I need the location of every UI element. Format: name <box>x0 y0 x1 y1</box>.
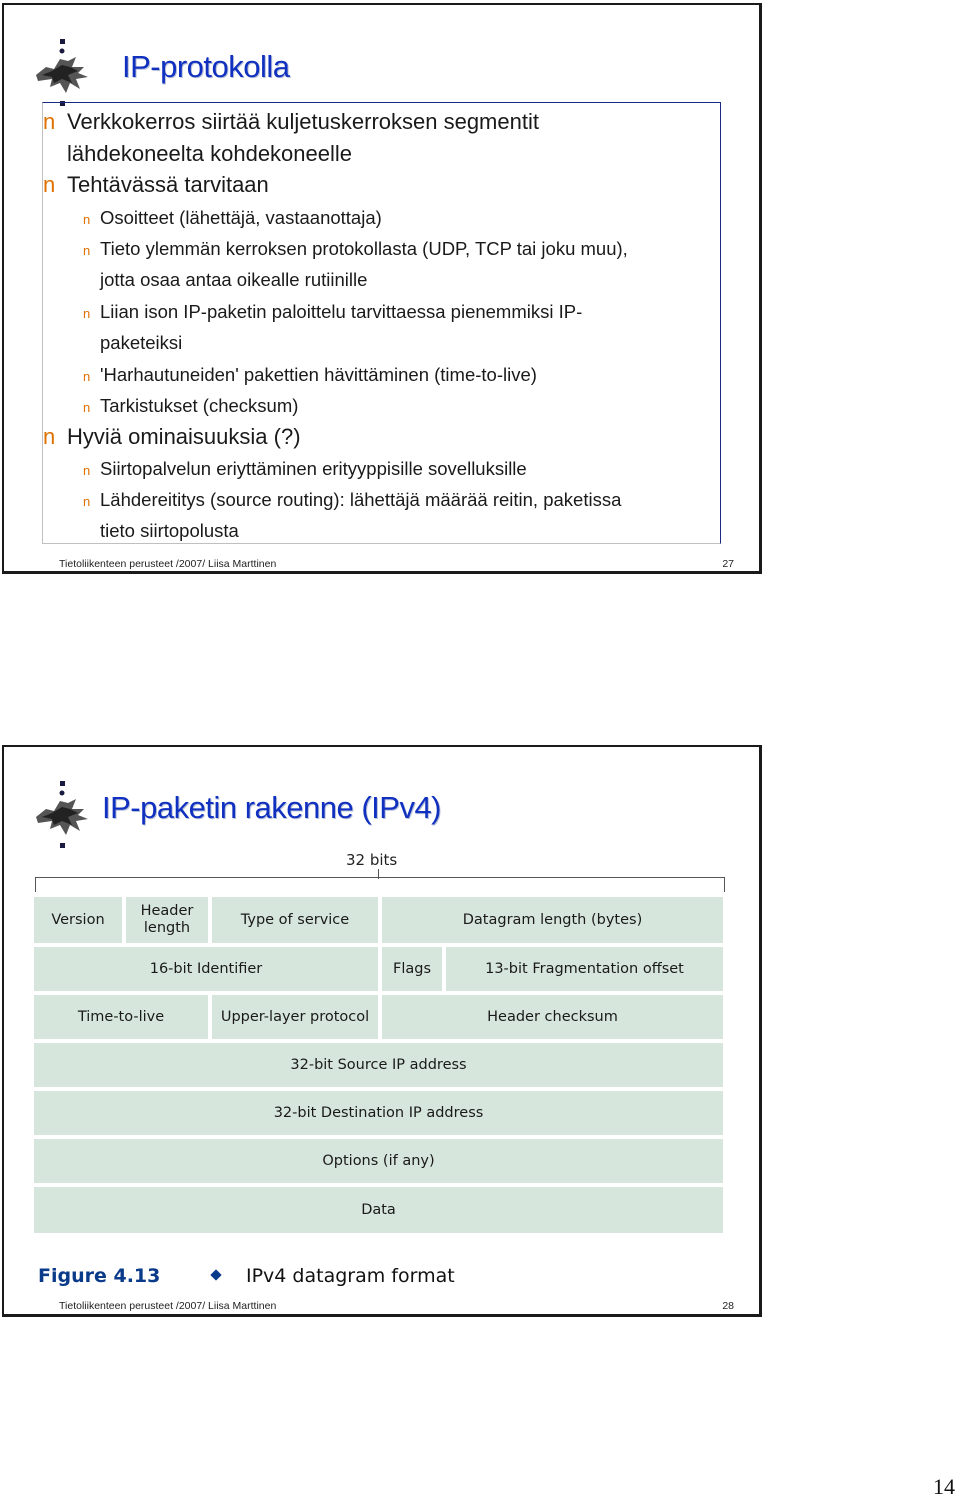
figure-caption <box>38 1265 455 1287</box>
university-logo-icon <box>32 779 94 859</box>
field-header-length: Header length <box>126 897 208 943</box>
bullet-text: Tieto ylemmän kerroksen protokollasta (UDP, TCP tai joku muu), <box>100 238 628 259</box>
bullet-list <box>42 102 721 544</box>
bullet-text: Tarkistukset (checksum) <box>100 395 299 416</box>
bullet-marker-icon: n <box>83 212 91 227</box>
diamond-icon <box>210 1269 221 1280</box>
field-fragmentation-offset: 13-bit Fragmentation offset <box>446 947 723 991</box>
bullet-text: Liian ison IP-paketin paloittelu tarvittaessa pienemmiksi IP- <box>100 301 583 322</box>
bracket-tick <box>378 869 379 879</box>
bullet-text: Tehtävässä tarvitaan <box>67 172 269 197</box>
bullet-marker-icon: n <box>43 172 56 197</box>
sub-bullet-item <box>43 364 537 386</box>
sub-bullet-item <box>43 238 628 260</box>
bullet-continuation: lähdekoneelta kohdekoneelle <box>67 141 353 166</box>
bullet-marker-icon: n <box>83 494 91 509</box>
bullet-text: 'Harhautuneiden' pakettien hävittäminen (time-to-live) <box>100 364 537 385</box>
slide-ip-protokolla <box>2 3 762 574</box>
field-upper-layer-protocol: Upper-layer protocol <box>212 995 378 1039</box>
slide-footer: Tietoliikenteen perusteet /2007/ Liisa Marttinen <box>59 558 277 570</box>
field-options: Options (if any) <box>34 1139 723 1183</box>
bullet-marker-icon: n <box>83 463 91 478</box>
bullet-marker-icon: n <box>83 400 91 415</box>
field-flags: Flags <box>382 947 442 991</box>
field-time-to-live: Time-to-live <box>34 995 208 1039</box>
caption-figure-label: Figure 4.13 <box>38 1265 161 1287</box>
bullet-text: Siirtopalvelun eriyttäminen erityyppisille sovelluksille <box>100 458 527 479</box>
field-header-checksum: Header checksum <box>382 995 723 1039</box>
bullet-item <box>43 172 269 198</box>
field-datagram-length: Datagram length (bytes) <box>382 897 723 943</box>
bullet-marker-icon: n <box>83 369 91 384</box>
slide-ip-paketin-rakenne <box>2 745 762 1317</box>
slide-footer: Tietoliikenteen perusteet /2007/ Liisa Marttinen <box>59 1300 277 1312</box>
bullet-continuation: jotta osaa antaa oikealle rutiinille <box>100 269 368 290</box>
field-destination-ip: 32-bit Destination IP address <box>34 1091 723 1135</box>
bullet-item <box>43 109 539 135</box>
bullet-item <box>43 424 301 450</box>
sub-bullet-item <box>43 207 382 229</box>
bullet-continuation: paketeiksi <box>100 332 183 353</box>
bullet-text: Lähdereititys (source routing): lähettäjä määrää reitin, paketissa <box>100 489 622 510</box>
field-identifier: 16-bit Identifier <box>34 947 378 991</box>
bullet-marker-icon: n <box>83 306 91 321</box>
bit-width-bracket <box>35 877 725 892</box>
bullet-text: Hyviä ominaisuuksia (?) <box>67 424 301 449</box>
field-data: Data <box>34 1187 723 1233</box>
sub-bullet-item <box>43 395 298 417</box>
slide-number: 27 <box>722 558 734 570</box>
slide-title: IP-protokolla <box>122 49 290 84</box>
sub-bullet-item <box>43 458 527 480</box>
page-number: 14 <box>933 1474 955 1499</box>
sub-bullet-item <box>43 489 621 511</box>
bullet-marker-icon: n <box>43 424 56 449</box>
field-type-of-service: Type of service <box>212 897 378 943</box>
field-source-ip: 32-bit Source IP address <box>34 1043 723 1087</box>
caption-text: IPv4 datagram format <box>246 1265 455 1287</box>
sub-bullet-item <box>43 301 582 323</box>
slide-number: 28 <box>722 1300 734 1312</box>
bits-label: 32 bits <box>346 851 398 869</box>
bullet-text: Verkkokerros siirtää kuljetuskerroksen segmentit <box>67 109 539 134</box>
slide-title: IP-paketin rakenne (IPv4) <box>102 790 442 825</box>
bullet-marker-icon: n <box>43 109 56 134</box>
field-version: Version <box>34 897 122 943</box>
bullet-marker-icon: n <box>83 243 91 258</box>
bullet-text: Osoitteet (lähettäjä, vastaanottaja) <box>100 207 382 228</box>
bullet-continuation: tieto siirtopolusta <box>100 520 239 541</box>
